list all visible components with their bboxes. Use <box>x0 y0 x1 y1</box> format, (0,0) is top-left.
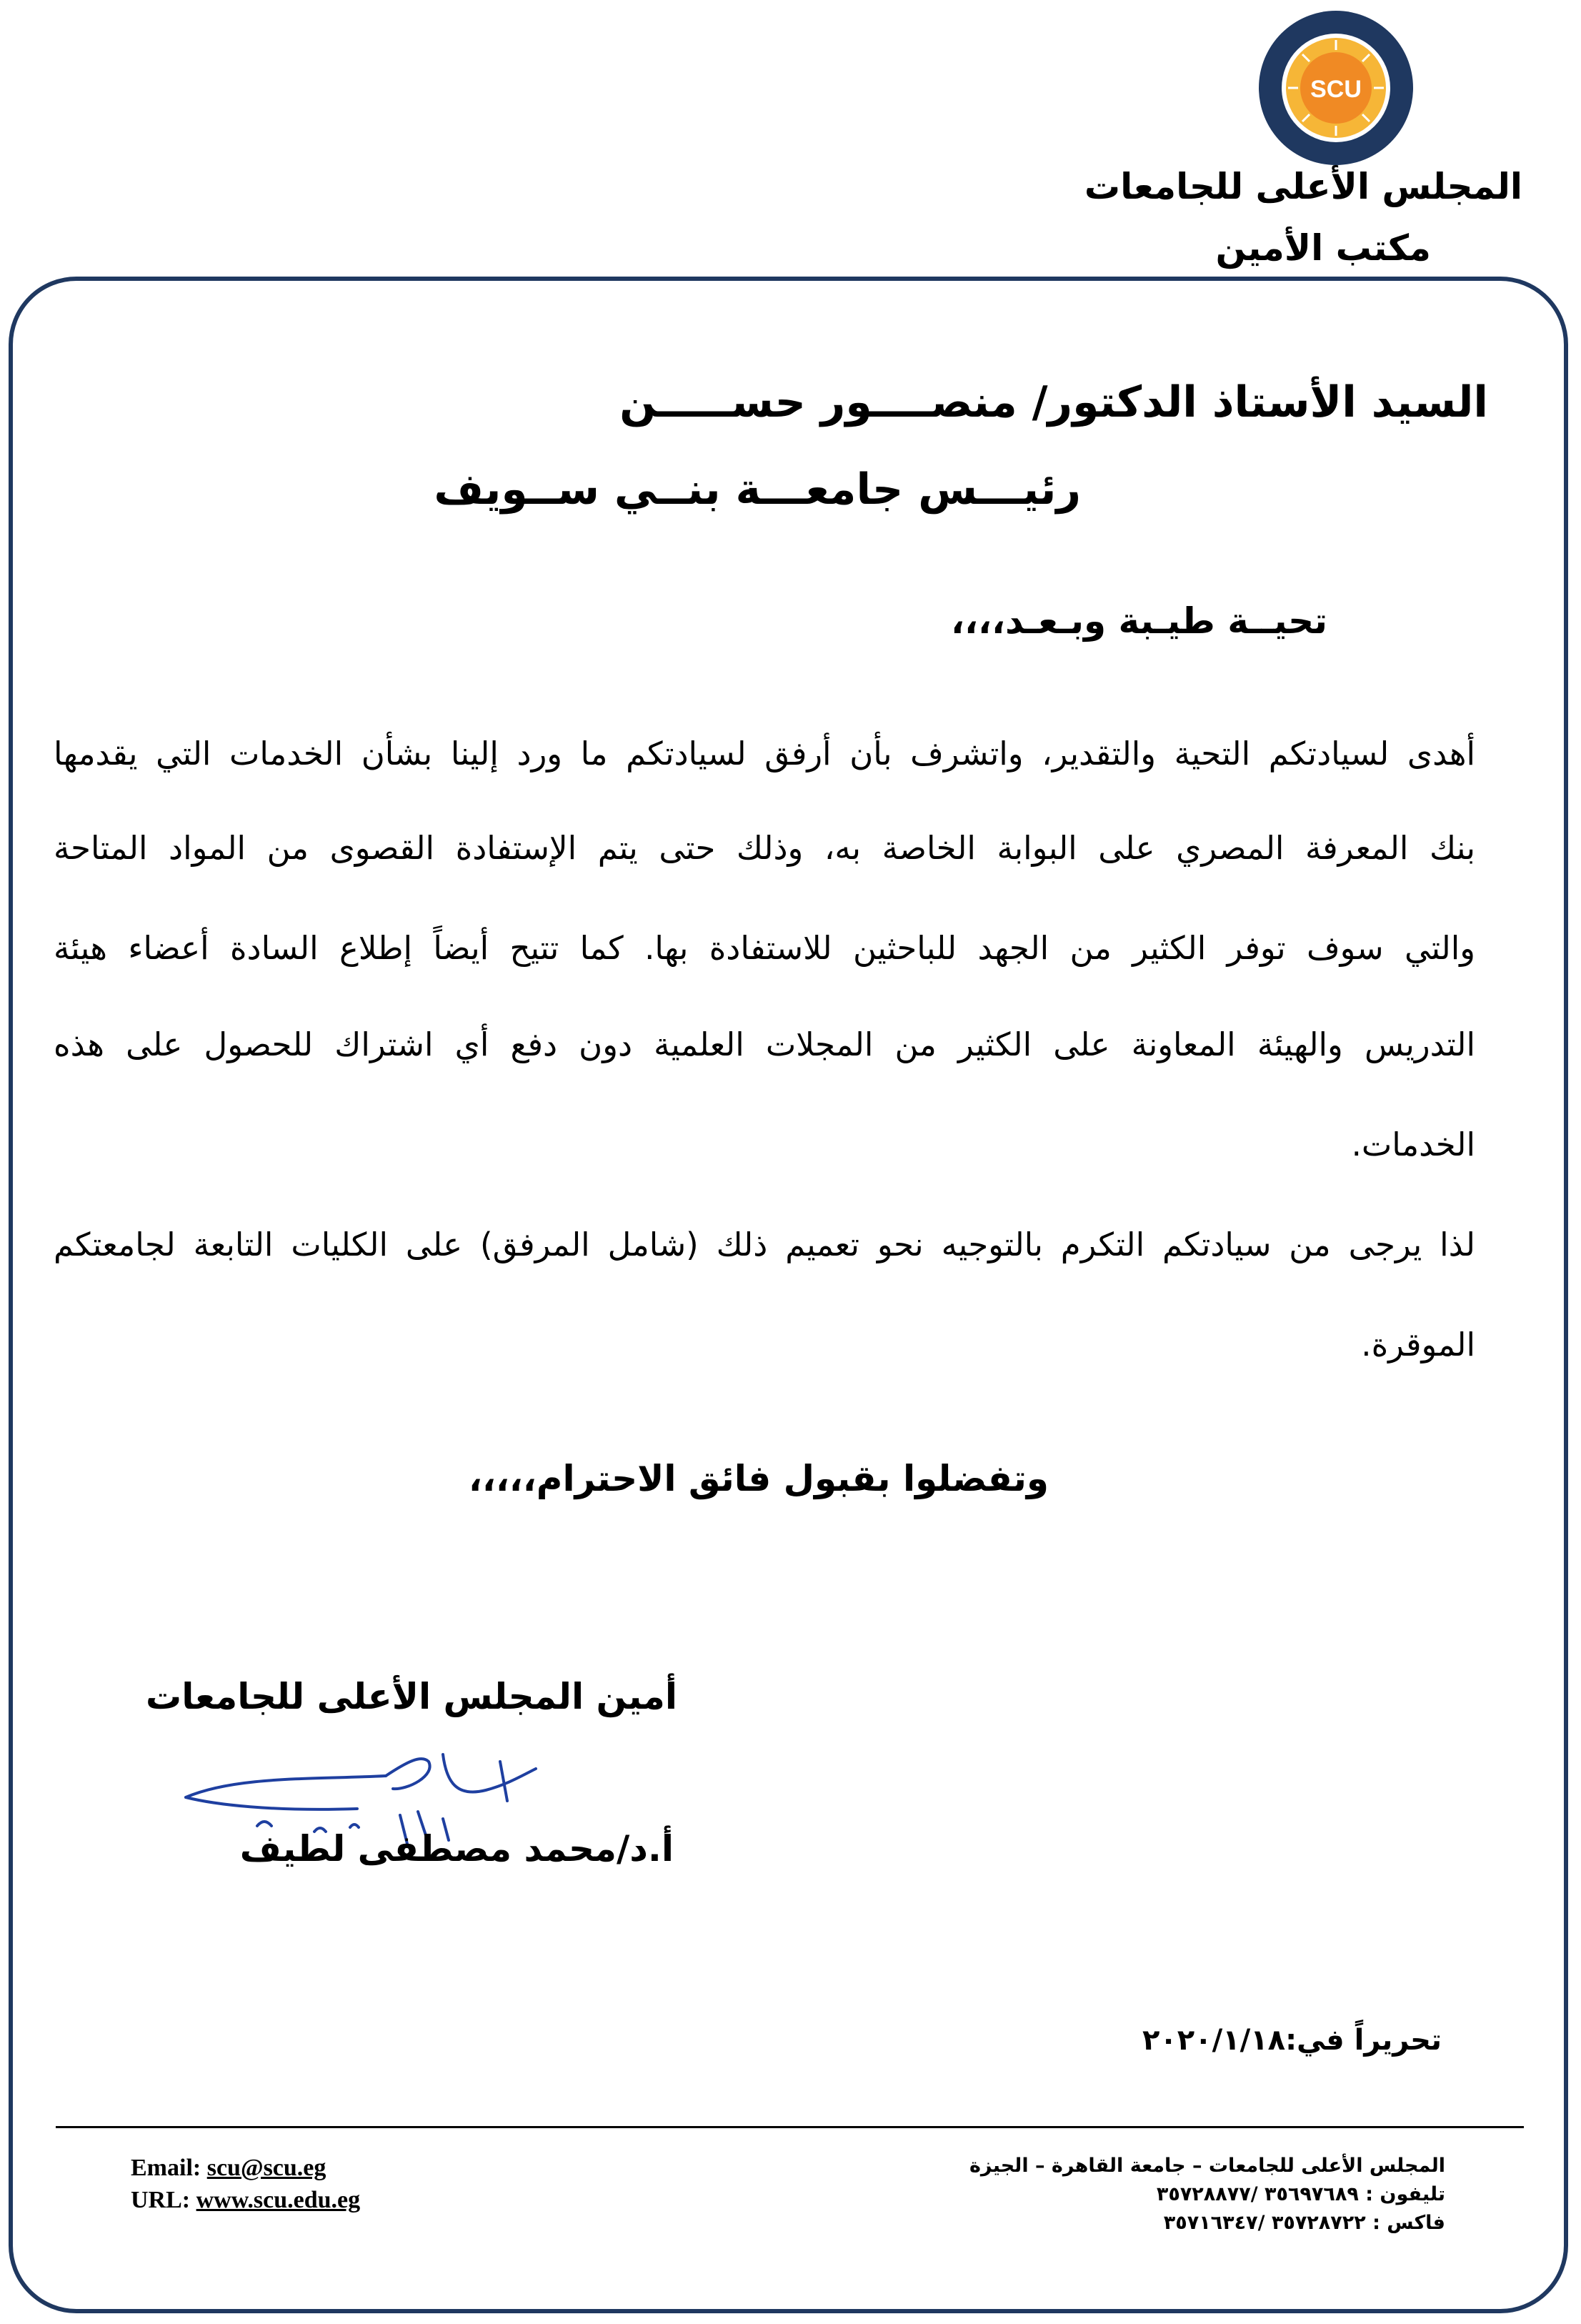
body-line: الخدمات. <box>1351 1126 1475 1163</box>
body-line: لذا يرجى من سيادتكم التكرم بالتوجيه نحو تعميم ذلك (شامل المرفق) على الكليات التابعة لجامعتكم <box>54 1226 1475 1263</box>
footer-phone: تليفون : ٣٥٦٩٧٦٨٩ /٣٥٧٢٨٨٧٧ <box>1156 2183 1445 2205</box>
svg-text:SCU: SCU <box>1310 76 1362 103</box>
body-line: التدريس والهيئة المعاونة على الكثير من المجلات العلمية دون دفع أي اشتراك للحصول على هذه <box>54 1026 1475 1063</box>
addressee-title: رئيـــس جامعـــة بنــي ســويف <box>434 465 1081 515</box>
body-line: بنك المعرفة المصري على البوابة الخاصة به، وذلك حتى يتم الإستفادة القصوى من المواد المتاحة <box>54 829 1475 867</box>
body-line: أهدى لسيادتكم التحية والتقدير، واتشرف بأن أرفق لسيادتكم ما ورد إلينا بشأن الخدمات التي يقدمها <box>54 735 1475 773</box>
footer-divider <box>56 2126 1524 2128</box>
signer-name: أ.د/محمد مصطفى لطيف <box>239 1828 674 1869</box>
org-name: المجلس الأعلى للجامعات <box>1084 166 1522 207</box>
greeting: تحيــة طيـبة وبـعـد،،،، <box>951 600 1327 642</box>
url-row <box>131 2187 360 2214</box>
url-link[interactable]: www.scu.edu.eg <box>196 2187 361 2213</box>
office-name: مكتب الأمين <box>1215 227 1431 269</box>
email-label: Email: <box>131 2155 201 2181</box>
email-row <box>131 2155 326 2182</box>
email-link[interactable]: scu@scu.eg <box>206 2155 326 2181</box>
footer-address: المجلس الأعلى للجامعات – جامعة القاهرة – الجيزة <box>969 2155 1445 2177</box>
closing: وتفضلوا بقبول فائق الاحترام،،،،، <box>468 1458 1049 1499</box>
addressee: السيد الأستاذ الدكتور/ منصــــور حســـــن <box>619 377 1488 427</box>
body-line: والتي سوف توفر الكثير من الجهد للباحثين للاستفادة بها. كما تتيح أيضاً إطلاع السادة أعضاء هيئة <box>54 929 1475 967</box>
letter-frame <box>9 277 1568 2313</box>
signer-title: أمين المجلس الأعلى للجامعات <box>146 1676 677 1717</box>
url-label: URL: <box>131 2187 191 2213</box>
date: تحريراً في:٢٠٢٠/١/١٨ <box>1142 2024 1442 2057</box>
footer-fax: فاكس : ٣٥٧٢٨٧٢٢ /٣٥٧١٦٣٤٧ <box>1163 2212 1445 2234</box>
body-line: الموقرة. <box>1361 1326 1475 1364</box>
scu-logo-icon <box>1254 6 1418 170</box>
